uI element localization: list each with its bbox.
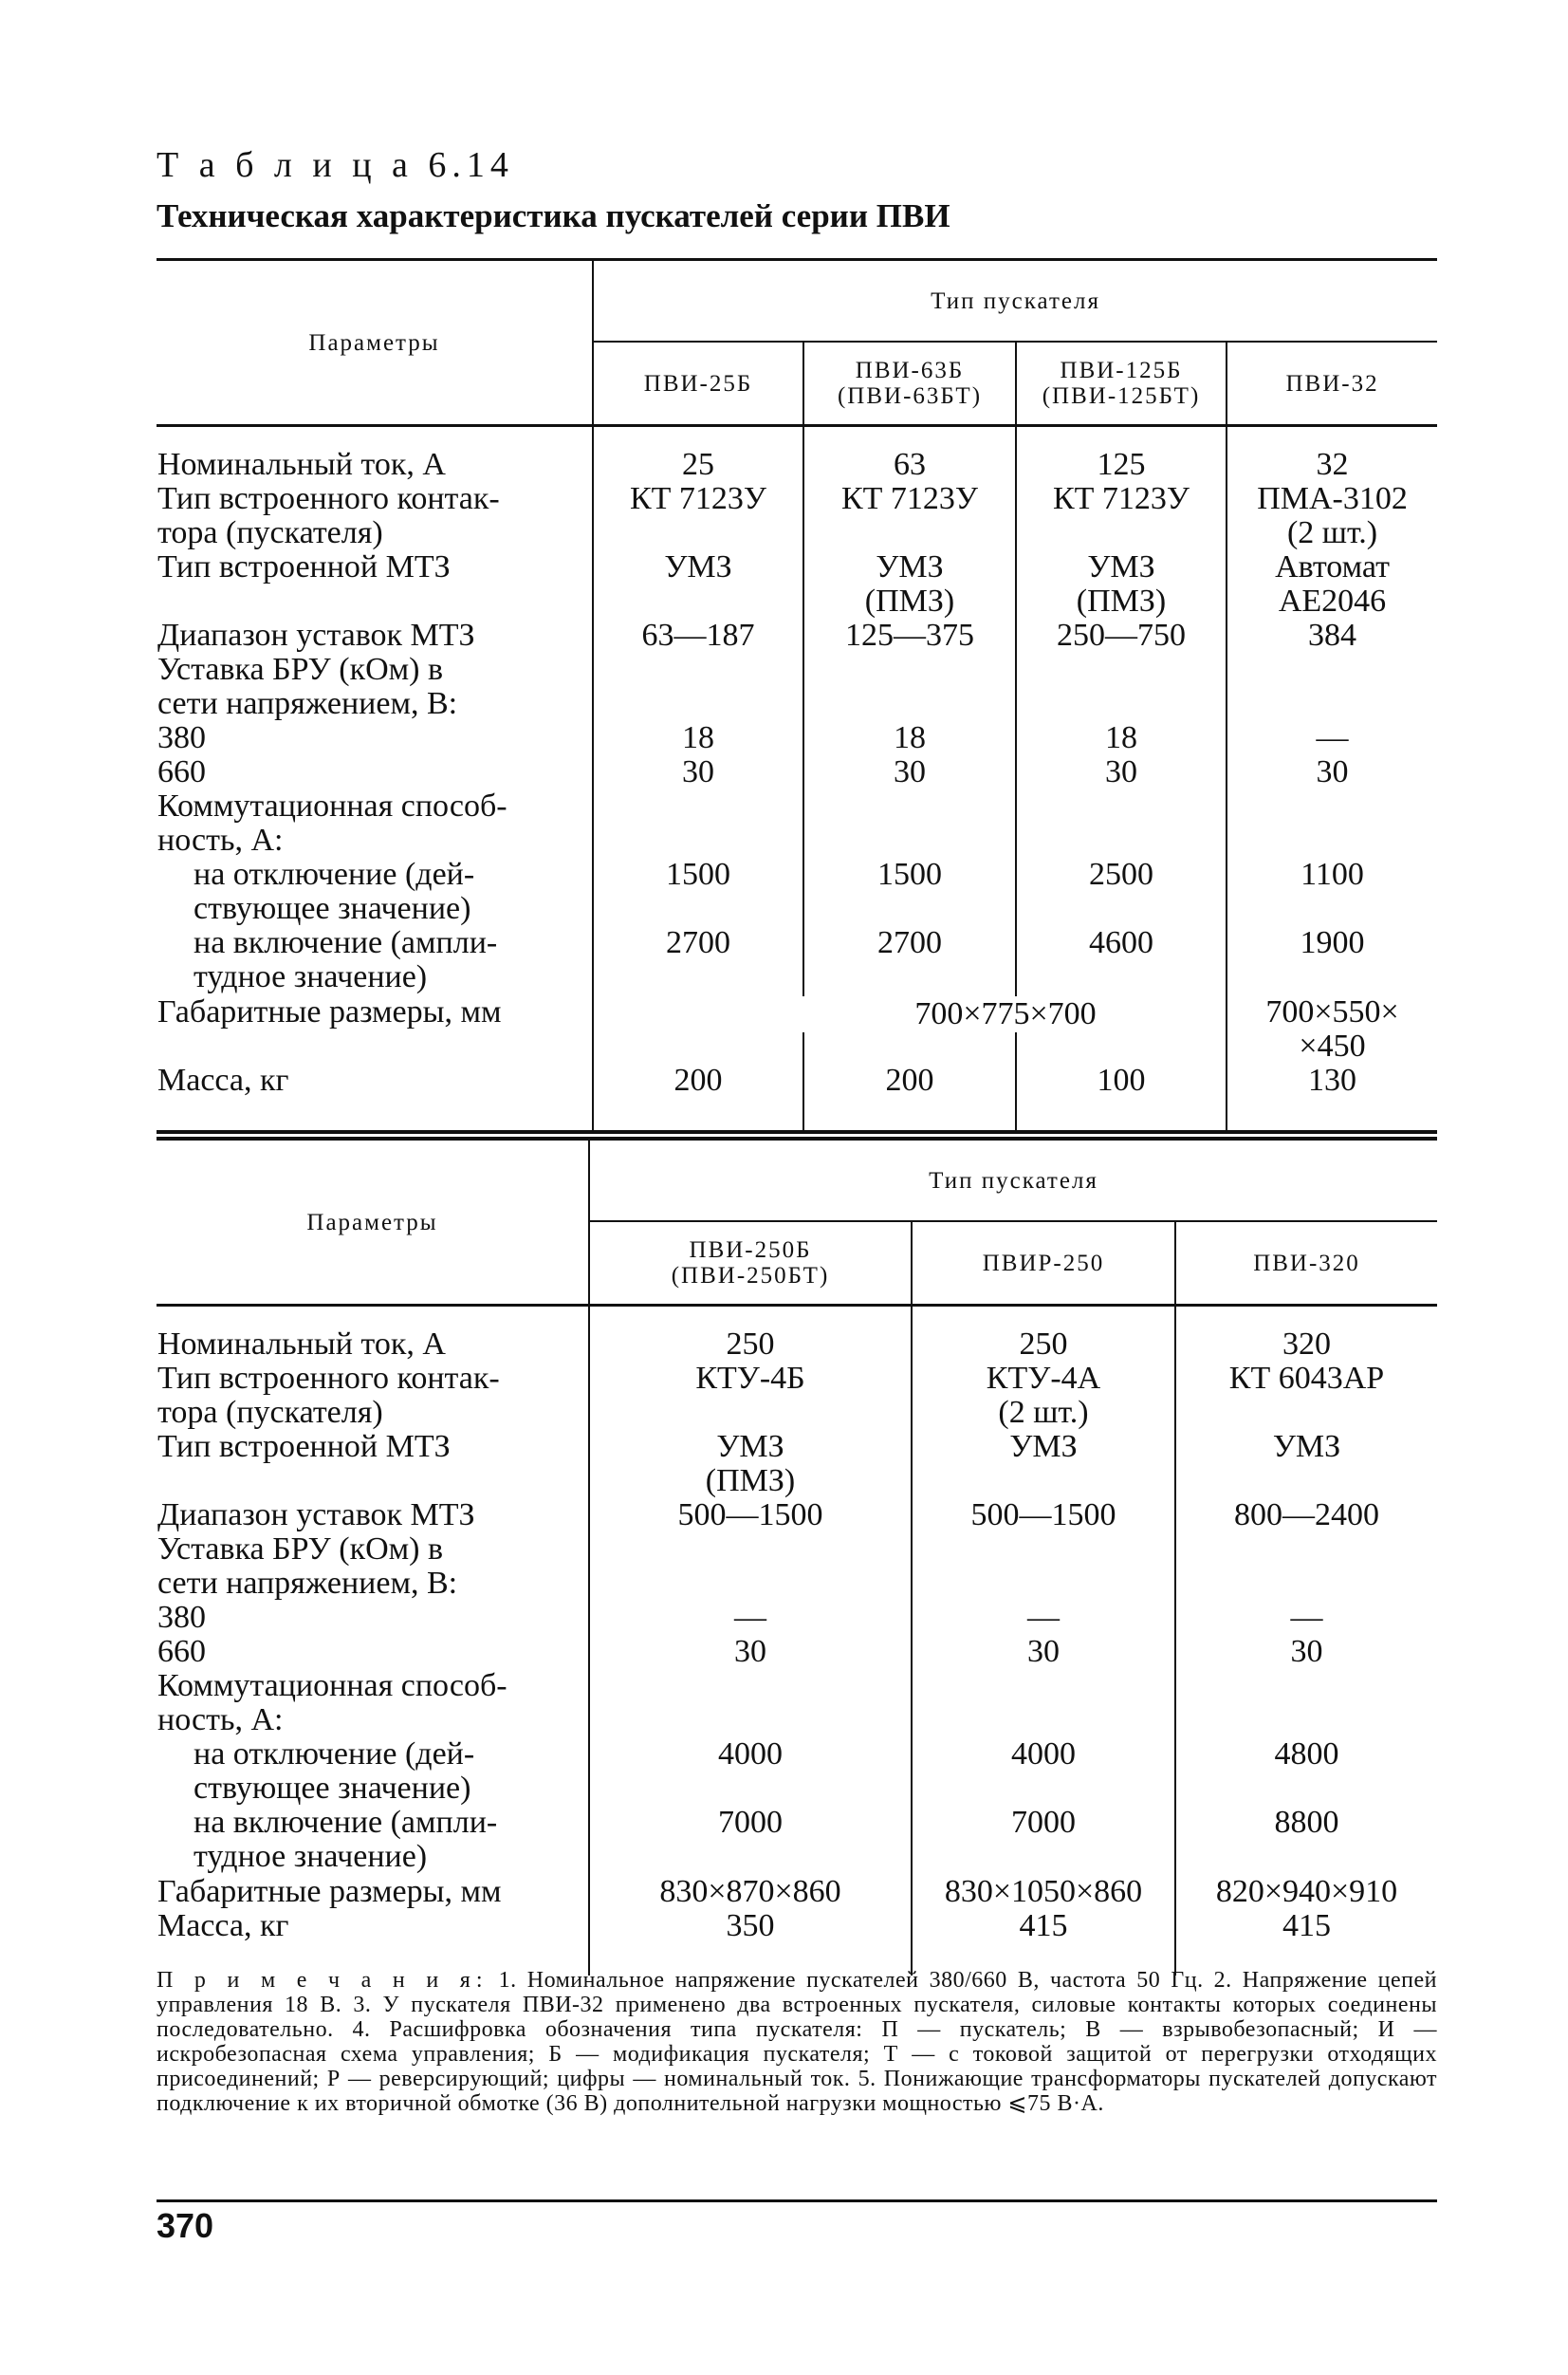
values-column: 25 КТ 7123У УМЗ 63—187 18 30 1500 2700 200 [593, 426, 803, 1132]
footer-rule [157, 2199, 1437, 2202]
param-header: Параметры [157, 1139, 589, 1306]
column-header: ПВИ-125Б (ПВИ-125БТ) [1016, 342, 1227, 426]
shared-dimensions: 700×775×700 [802, 996, 1209, 1032]
param-header: Параметры [157, 260, 593, 426]
table-title: Техническая характеристика пускателей серии ПВИ [157, 197, 950, 234]
group-header: Тип пускателя [593, 260, 1437, 343]
table-caption: Т а б л и ц а 6.14 [157, 145, 514, 185]
values-column: 125 КТ 7123У УМЗ (ПМЗ) 250—750 18 30 2500 4600 100 [1016, 426, 1227, 1132]
column-header: ПВИ-320 [1175, 1221, 1437, 1306]
values-column: 250 КТУ-4Б УМЗ (ПМЗ) 500—1500 — 30 4000 7000 830×870×860 350 [589, 1306, 912, 1976]
spec-table-1 [157, 258, 1437, 1134]
spec-table-2 [157, 1137, 1437, 1976]
group-header: Тип пускателя [589, 1139, 1437, 1221]
param-list: Номинальный ток, А Тип встроенного контак- тора (пускателя) Тип встроенной МТЗ Диапазон уставок МТЗ Уставка БРУ (кОм) в сети напряжением, В: 380 660 Коммутационная способ- ность, А: на отключение (дей- ствующее значение) на включение (ампли- тудное значение) Габаритные размеры, мм Масса, кг [157, 426, 593, 1132]
column-header: ПВИ-25Б [593, 342, 803, 426]
column-header: ПВИ-32 [1227, 342, 1437, 426]
values-column: 63 КТ 7123У УМЗ (ПМЗ) 125—375 18 30 1500 2700 200 [803, 426, 1016, 1132]
column-header: ПВИ-250Б (ПВИ-250БТ) [589, 1221, 912, 1306]
notes-text: 1. Номинальное напряжение пускателей 380/660 В, частота 50 Гц. 2. Напряжение цепей управления 18 В. 3. У пускателя ПВИ-32 применено два встроенных пускателя, силовые контакты которых соединены последовательно. 4. Расшифровка обозначения типа пускателя: П — пускатель; В — взрывобезопасный; И — искробезопасная схема управления; Б — модификация пускателя; Т — с токовой защитой от перегрузки отходящих присоединений; Р — реверсирующий; цифры — номинальный ток. 5. Понижающие трансформаторы пускателей допускают подключение к их вторичной обмотке (36 В) дополнительной нагрузки мощностью ⩽75 В·А. [157, 1968, 1438, 2116]
page-number: 370 [157, 2206, 214, 2245]
values-column: 32 ПМА-3102 (2 шт.) Автомат АЕ2046 384 — 30 1100 1900 700×550× ×450 130 [1227, 426, 1437, 1132]
book-page [157, 0, 1437, 2375]
table-notes [157, 1969, 1437, 2116]
column-header: ПВИ-63Б (ПВИ-63БТ) [803, 342, 1016, 426]
param-list: Номинальный ток, А Тип встроенного контак- тора (пускателя) Тип встроенной МТЗ Диапазон уставок МТЗ Уставка БРУ (кОм) в сети напряжением, В: 380 660 Коммутационная способ- ность, А: на отключение (дей- ствующее значение) на включение (ампли- тудное значение) Габаритные размеры, мм Масса, кг [157, 1327, 507, 1943]
column-header: ПВИР-250 [912, 1221, 1175, 1306]
values-column: 320 КТ 6043АР УМЗ 800—2400 — 30 4800 8800 820×940×910 415 [1175, 1306, 1437, 1976]
values-column: 250 КТУ-4А (2 шт.) УМЗ 500—1500 — 30 4000 7000 830×1050×860 415 [912, 1306, 1175, 1976]
notes-lead: П р и м е ч а н и я: [157, 1968, 489, 1993]
